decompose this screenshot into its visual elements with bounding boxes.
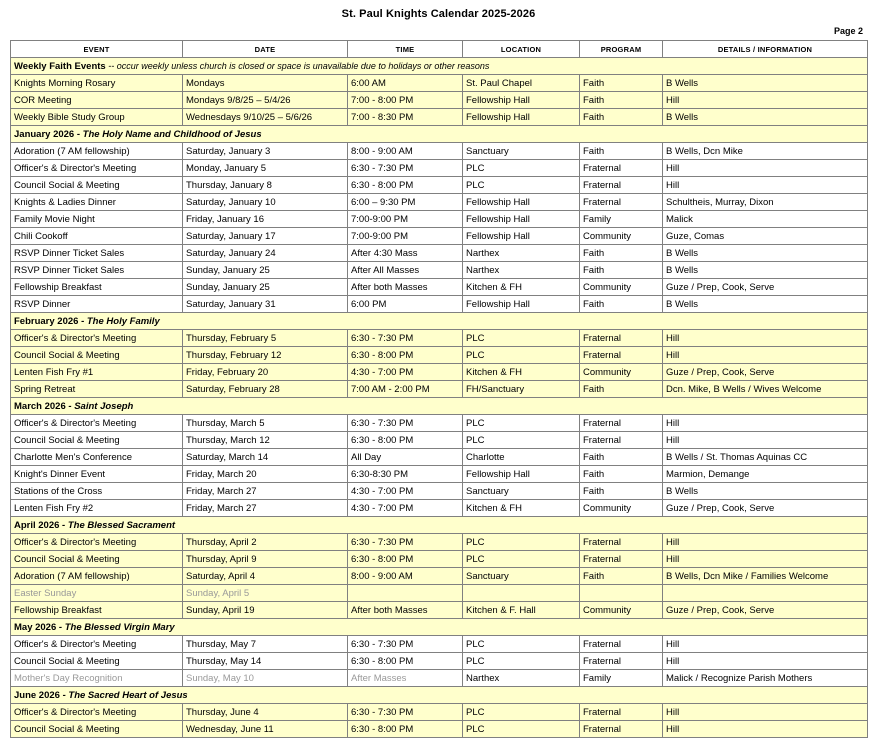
cell-date: Saturday, January 24: [183, 245, 348, 262]
cell-location: PLC: [463, 704, 580, 721]
cell-time: After both Masses: [348, 602, 463, 619]
table-row: [11, 194, 868, 211]
cell-time: 6:30 - 7:30 PM: [348, 636, 463, 653]
cell-details: B Wells, Dcn Mike / Families Welcome: [663, 568, 868, 585]
table-row: [11, 670, 868, 687]
cell-date: Friday, March 27: [183, 483, 348, 500]
cell-date: Thursday, March 5: [183, 415, 348, 432]
cell-time: After both Masses: [348, 279, 463, 296]
cell-date: Sunday, April 19: [183, 602, 348, 619]
cell-program: Community: [580, 364, 663, 381]
cell-location: Narthex: [463, 245, 580, 262]
cell-program: Family: [580, 670, 663, 687]
section-title: March 2026 - Saint Joseph: [11, 398, 868, 415]
table-row: [11, 466, 868, 483]
table-row: [11, 653, 868, 670]
cell-location: PLC: [463, 160, 580, 177]
cell-details: [663, 585, 868, 602]
cell-event: Fellowship Breakfast: [11, 279, 183, 296]
table-row: [11, 534, 868, 551]
cell-location: Sanctuary: [463, 483, 580, 500]
cell-date: Saturday, January 3: [183, 143, 348, 160]
cell-location: Fellowship Hall: [463, 296, 580, 313]
table-section-row: [11, 126, 868, 143]
cell-date: Friday, March 20: [183, 466, 348, 483]
section-title: April 2026 - The Blessed Sacrament: [11, 517, 868, 534]
cell-program: Faith: [580, 143, 663, 160]
cell-location: PLC: [463, 432, 580, 449]
cell-event: Easter Sunday: [11, 585, 183, 602]
cell-program: Community: [580, 279, 663, 296]
cell-details: Hill: [663, 534, 868, 551]
cell-details: Marmion, Demange: [663, 466, 868, 483]
cell-program: Fraternal: [580, 432, 663, 449]
cell-location: PLC: [463, 636, 580, 653]
cell-program: Fraternal: [580, 160, 663, 177]
table-row: [11, 551, 868, 568]
cell-location: Fellowship Hall: [463, 109, 580, 126]
cell-details: Guze / Prep, Cook, Serve: [663, 279, 868, 296]
cell-time: 6:30 - 8:00 PM: [348, 432, 463, 449]
cell-date: Thursday, March 12: [183, 432, 348, 449]
cell-event: Council Social & Meeting: [11, 177, 183, 194]
cell-time: 7:00 AM - 2:00 PM: [348, 381, 463, 398]
cell-event: Fellowship Breakfast: [11, 602, 183, 619]
table-section-row: [11, 517, 868, 534]
cell-time: 4:30 - 7:00 PM: [348, 500, 463, 517]
cell-date: Mondays: [183, 75, 348, 92]
page-title: St. Paul Knights Calendar 2025-2026: [341, 8, 536, 20]
cell-program: Faith: [580, 381, 663, 398]
cell-event: Lenten Fish Fry #2: [11, 500, 183, 517]
cell-time: [348, 585, 463, 602]
table-section-row: [11, 398, 868, 415]
table-row: [11, 721, 868, 738]
cell-date: Wednesdays 9/10/25 – 5/6/26: [183, 109, 348, 126]
table-row: [11, 381, 868, 398]
cell-program: Family: [580, 211, 663, 228]
cell-event: Adoration (7 AM fellowship): [11, 143, 183, 160]
cell-event: RSVP Dinner Ticket Sales: [11, 245, 183, 262]
cell-details: Hill: [663, 160, 868, 177]
cell-event: Council Social & Meeting: [11, 653, 183, 670]
cell-date: Friday, February 20: [183, 364, 348, 381]
cell-event: Council Social & Meeting: [11, 432, 183, 449]
table-row: [11, 704, 868, 721]
cell-time: 4:30 - 7:00 PM: [348, 483, 463, 500]
cell-details: Malick / Recognize Parish Mothers: [663, 670, 868, 687]
cell-event: Council Social & Meeting: [11, 721, 183, 738]
cell-program: Faith: [580, 449, 663, 466]
cell-details: Dcn. Mike, B Wells / Wives Welcome: [663, 381, 868, 398]
cell-time: 6:00 PM: [348, 296, 463, 313]
table-row: [11, 279, 868, 296]
cell-program: Community: [580, 228, 663, 245]
cell-event: Adoration (7 AM fellowship): [11, 568, 183, 585]
cell-location: Kitchen & FH: [463, 364, 580, 381]
cell-program: Faith: [580, 466, 663, 483]
table-row: [11, 364, 868, 381]
table-section-row: [11, 313, 868, 330]
cell-location: Fellowship Hall: [463, 466, 580, 483]
cell-date: Thursday, May 14: [183, 653, 348, 670]
cell-date: Saturday, February 28: [183, 381, 348, 398]
cell-details: B Wells, Dcn Mike: [663, 143, 868, 160]
table-row: [11, 143, 868, 160]
section-title: February 2026 - The Holy Family: [11, 313, 868, 330]
cell-program: Fraternal: [580, 653, 663, 670]
table-row: [11, 432, 868, 449]
cell-location: Kitchen & FH: [463, 500, 580, 517]
cell-details: B Wells: [663, 296, 868, 313]
cell-location: Sanctuary: [463, 143, 580, 160]
cell-date: Sunday, May 10: [183, 670, 348, 687]
table-row: [11, 636, 868, 653]
cell-date: Saturday, March 14: [183, 449, 348, 466]
cell-location: PLC: [463, 415, 580, 432]
cell-location: FH/Sanctuary: [463, 381, 580, 398]
cell-event: Officer's & Director's Meeting: [11, 330, 183, 347]
column-header-time: TIME: [348, 41, 463, 58]
cell-details: Guze / Prep, Cook, Serve: [663, 602, 868, 619]
cell-time: After All Masses: [348, 262, 463, 279]
cell-time: 6:30-8:30 PM: [348, 466, 463, 483]
table-row: [11, 296, 868, 313]
cell-time: 6:30 - 7:30 PM: [348, 160, 463, 177]
cell-date: Friday, March 27: [183, 500, 348, 517]
cell-event: Charlotte Men's Conference: [11, 449, 183, 466]
table-section-row: [11, 619, 868, 636]
cell-event: Officer's & Director's Meeting: [11, 160, 183, 177]
cell-details: Hill: [663, 636, 868, 653]
cell-date: Saturday, April 4: [183, 568, 348, 585]
cell-program: Faith: [580, 75, 663, 92]
cell-date: Monday, January 5: [183, 160, 348, 177]
cell-location: Fellowship Hall: [463, 194, 580, 211]
table-row: [11, 568, 868, 585]
cell-program: Faith: [580, 92, 663, 109]
cell-program: [580, 585, 663, 602]
cell-details: Hill: [663, 177, 868, 194]
cell-time: 6:30 - 7:30 PM: [348, 415, 463, 432]
cell-program: Fraternal: [580, 177, 663, 194]
cell-program: Faith: [580, 568, 663, 585]
cell-event: Officer's & Director's Meeting: [11, 704, 183, 721]
table-row: [11, 211, 868, 228]
cell-event: Weekly Bible Study Group: [11, 109, 183, 126]
cell-program: Fraternal: [580, 194, 663, 211]
cell-program: Faith: [580, 262, 663, 279]
cell-time: 6:00 – 9:30 PM: [348, 194, 463, 211]
cell-date: Sunday, April 5: [183, 585, 348, 602]
cell-location: Narthex: [463, 262, 580, 279]
cell-time: 6:30 - 8:00 PM: [348, 177, 463, 194]
cell-details: B Wells: [663, 75, 868, 92]
cell-event: Knights & Ladies Dinner: [11, 194, 183, 211]
cell-time: 6:30 - 8:00 PM: [348, 347, 463, 364]
column-header-location: LOCATION: [463, 41, 580, 58]
cell-time: 6:00 AM: [348, 75, 463, 92]
cell-program: Fraternal: [580, 330, 663, 347]
cell-location: PLC: [463, 653, 580, 670]
cell-time: 6:30 - 8:00 PM: [348, 551, 463, 568]
cell-details: Guze, Comas: [663, 228, 868, 245]
table-row: [11, 602, 868, 619]
cell-location: Fellowship Hall: [463, 228, 580, 245]
table-row: [11, 585, 868, 602]
table-row: [11, 449, 868, 466]
table-row: [11, 160, 868, 177]
cell-event: Spring Retreat: [11, 381, 183, 398]
cell-location: Kitchen & F. Hall: [463, 602, 580, 619]
cell-event: Family Movie Night: [11, 211, 183, 228]
cell-details: Hill: [663, 721, 868, 738]
cell-details: Hill: [663, 432, 868, 449]
cell-location: Sanctuary: [463, 568, 580, 585]
cell-time: All Day: [348, 449, 463, 466]
cell-program: Fraternal: [580, 704, 663, 721]
cell-time: 8:00 - 9:00 AM: [348, 143, 463, 160]
table-row: [11, 483, 868, 500]
cell-location: PLC: [463, 330, 580, 347]
cell-location: Fellowship Hall: [463, 211, 580, 228]
cell-event: Officer's & Director's Meeting: [11, 534, 183, 551]
table-section-row: [11, 58, 868, 75]
cell-time: After 4:30 Mass: [348, 245, 463, 262]
table-row: [11, 228, 868, 245]
calendar-table: [10, 40, 868, 738]
cell-details: Hill: [663, 653, 868, 670]
cell-event: Lenten Fish Fry #1: [11, 364, 183, 381]
cell-date: Sunday, January 25: [183, 262, 348, 279]
cell-details: Hill: [663, 551, 868, 568]
cell-details: Guze / Prep, Cook, Serve: [663, 364, 868, 381]
cell-date: Thursday, January 8: [183, 177, 348, 194]
table-row: [11, 262, 868, 279]
cell-date: Wednesday, June 11: [183, 721, 348, 738]
cell-program: Fraternal: [580, 347, 663, 364]
cell-event: RSVP Dinner Ticket Sales: [11, 262, 183, 279]
cell-event: Stations of the Cross: [11, 483, 183, 500]
column-header-details: DETAILS / INFORMATION: [663, 41, 868, 58]
cell-date: Thursday, April 2: [183, 534, 348, 551]
table-row: [11, 415, 868, 432]
cell-time: 6:30 - 7:30 PM: [348, 704, 463, 721]
cell-event: RSVP Dinner: [11, 296, 183, 313]
cell-details: Malick: [663, 211, 868, 228]
table-row: [11, 92, 868, 109]
cell-location: PLC: [463, 721, 580, 738]
cell-date: Saturday, January 17: [183, 228, 348, 245]
cell-time: 8:00 - 9:00 AM: [348, 568, 463, 585]
cell-event: Officer's & Director's Meeting: [11, 636, 183, 653]
cell-time: 7:00-9:00 PM: [348, 211, 463, 228]
cell-program: Community: [580, 602, 663, 619]
cell-program: Fraternal: [580, 721, 663, 738]
table-row: [11, 347, 868, 364]
table-row: [11, 109, 868, 126]
cell-time: 6:30 - 8:00 PM: [348, 653, 463, 670]
cell-event: Council Social & Meeting: [11, 551, 183, 568]
table-row: [11, 500, 868, 517]
cell-time: 6:30 - 7:30 PM: [348, 330, 463, 347]
cell-date: Saturday, January 31: [183, 296, 348, 313]
cell-time: 7:00-9:00 PM: [348, 228, 463, 245]
cell-details: B Wells: [663, 483, 868, 500]
cell-location: PLC: [463, 347, 580, 364]
cell-date: Thursday, May 7: [183, 636, 348, 653]
cell-date: Saturday, January 10: [183, 194, 348, 211]
cell-date: Thursday, June 4: [183, 704, 348, 721]
table-row: [11, 177, 868, 194]
cell-details: Hill: [663, 704, 868, 721]
cell-details: Hill: [663, 330, 868, 347]
cell-location: PLC: [463, 551, 580, 568]
column-header-event: EVENT: [11, 41, 183, 58]
cell-location: PLC: [463, 177, 580, 194]
cell-date: Sunday, January 25: [183, 279, 348, 296]
table-row: [11, 75, 868, 92]
section-title: May 2026 - The Blessed Virgin Mary: [11, 619, 868, 636]
cell-details: B Wells: [663, 109, 868, 126]
cell-event: Council Social & Meeting: [11, 347, 183, 364]
cell-location: St. Paul Chapel: [463, 75, 580, 92]
cell-program: Fraternal: [580, 534, 663, 551]
cell-location: PLC: [463, 534, 580, 551]
table-header: [11, 41, 868, 58]
cell-location: Fellowship Hall: [463, 92, 580, 109]
cell-time: 6:30 - 7:30 PM: [348, 534, 463, 551]
cell-location: [463, 585, 580, 602]
cell-date: Mondays 9/8/25 – 5/4/26: [183, 92, 348, 109]
cell-details: B Wells / St. Thomas Aquinas CC: [663, 449, 868, 466]
cell-details: Hill: [663, 415, 868, 432]
cell-date: Thursday, February 12: [183, 347, 348, 364]
cell-time: 4:30 - 7:00 PM: [348, 364, 463, 381]
column-header-program: PROGRAM: [580, 41, 663, 58]
cell-details: Hill: [663, 92, 868, 109]
table-header-row: [11, 41, 868, 58]
cell-details: Schultheis, Murray, Dixon: [663, 194, 868, 211]
cell-program: Faith: [580, 296, 663, 313]
cell-program: Faith: [580, 483, 663, 500]
cell-details: Guze / Prep, Cook, Serve: [663, 500, 868, 517]
cell-time: 6:30 - 8:00 PM: [348, 721, 463, 738]
cell-event: Chili Cookoff: [11, 228, 183, 245]
cell-location: Charlotte: [463, 449, 580, 466]
cell-program: Faith: [580, 245, 663, 262]
cell-program: Fraternal: [580, 636, 663, 653]
cell-time: After Masses: [348, 670, 463, 687]
table-body: [11, 58, 868, 738]
column-header-date: DATE: [183, 41, 348, 58]
cell-program: Community: [580, 500, 663, 517]
cell-time: 7:00 - 8:00 PM: [348, 92, 463, 109]
cell-program: Fraternal: [580, 551, 663, 568]
cell-event: Mother's Day Recognition: [11, 670, 183, 687]
table-row: [11, 330, 868, 347]
cell-event: Knight's Dinner Event: [11, 466, 183, 483]
cell-details: B Wells: [663, 262, 868, 279]
cell-date: Thursday, February 5: [183, 330, 348, 347]
cell-event: Knights Morning Rosary: [11, 75, 183, 92]
cell-event: Officer's & Director's Meeting: [11, 415, 183, 432]
cell-date: Friday, January 16: [183, 211, 348, 228]
cell-date: Thursday, April 9: [183, 551, 348, 568]
cell-program: Fraternal: [580, 415, 663, 432]
page-number: Page 2: [833, 26, 863, 36]
cell-details: Hill: [663, 347, 868, 364]
table-section-row: [11, 687, 868, 704]
cell-time: 7:00 - 8:30 PM: [348, 109, 463, 126]
table-row: [11, 245, 868, 262]
section-title: January 2026 - The Holy Name and Childhood of Jesus: [11, 126, 868, 143]
cell-program: Faith: [580, 109, 663, 126]
section-title: June 2026 - The Sacred Heart of Jesus: [11, 687, 868, 704]
cell-details: B Wells: [663, 245, 868, 262]
section-title: Weekly Faith Events -- occur weekly unless church is closed or space is unavailable due to holidays or other reasons: [11, 58, 868, 75]
cell-location: Narthex: [463, 670, 580, 687]
cell-location: Kitchen & FH: [463, 279, 580, 296]
cell-event: COR Meeting: [11, 92, 183, 109]
